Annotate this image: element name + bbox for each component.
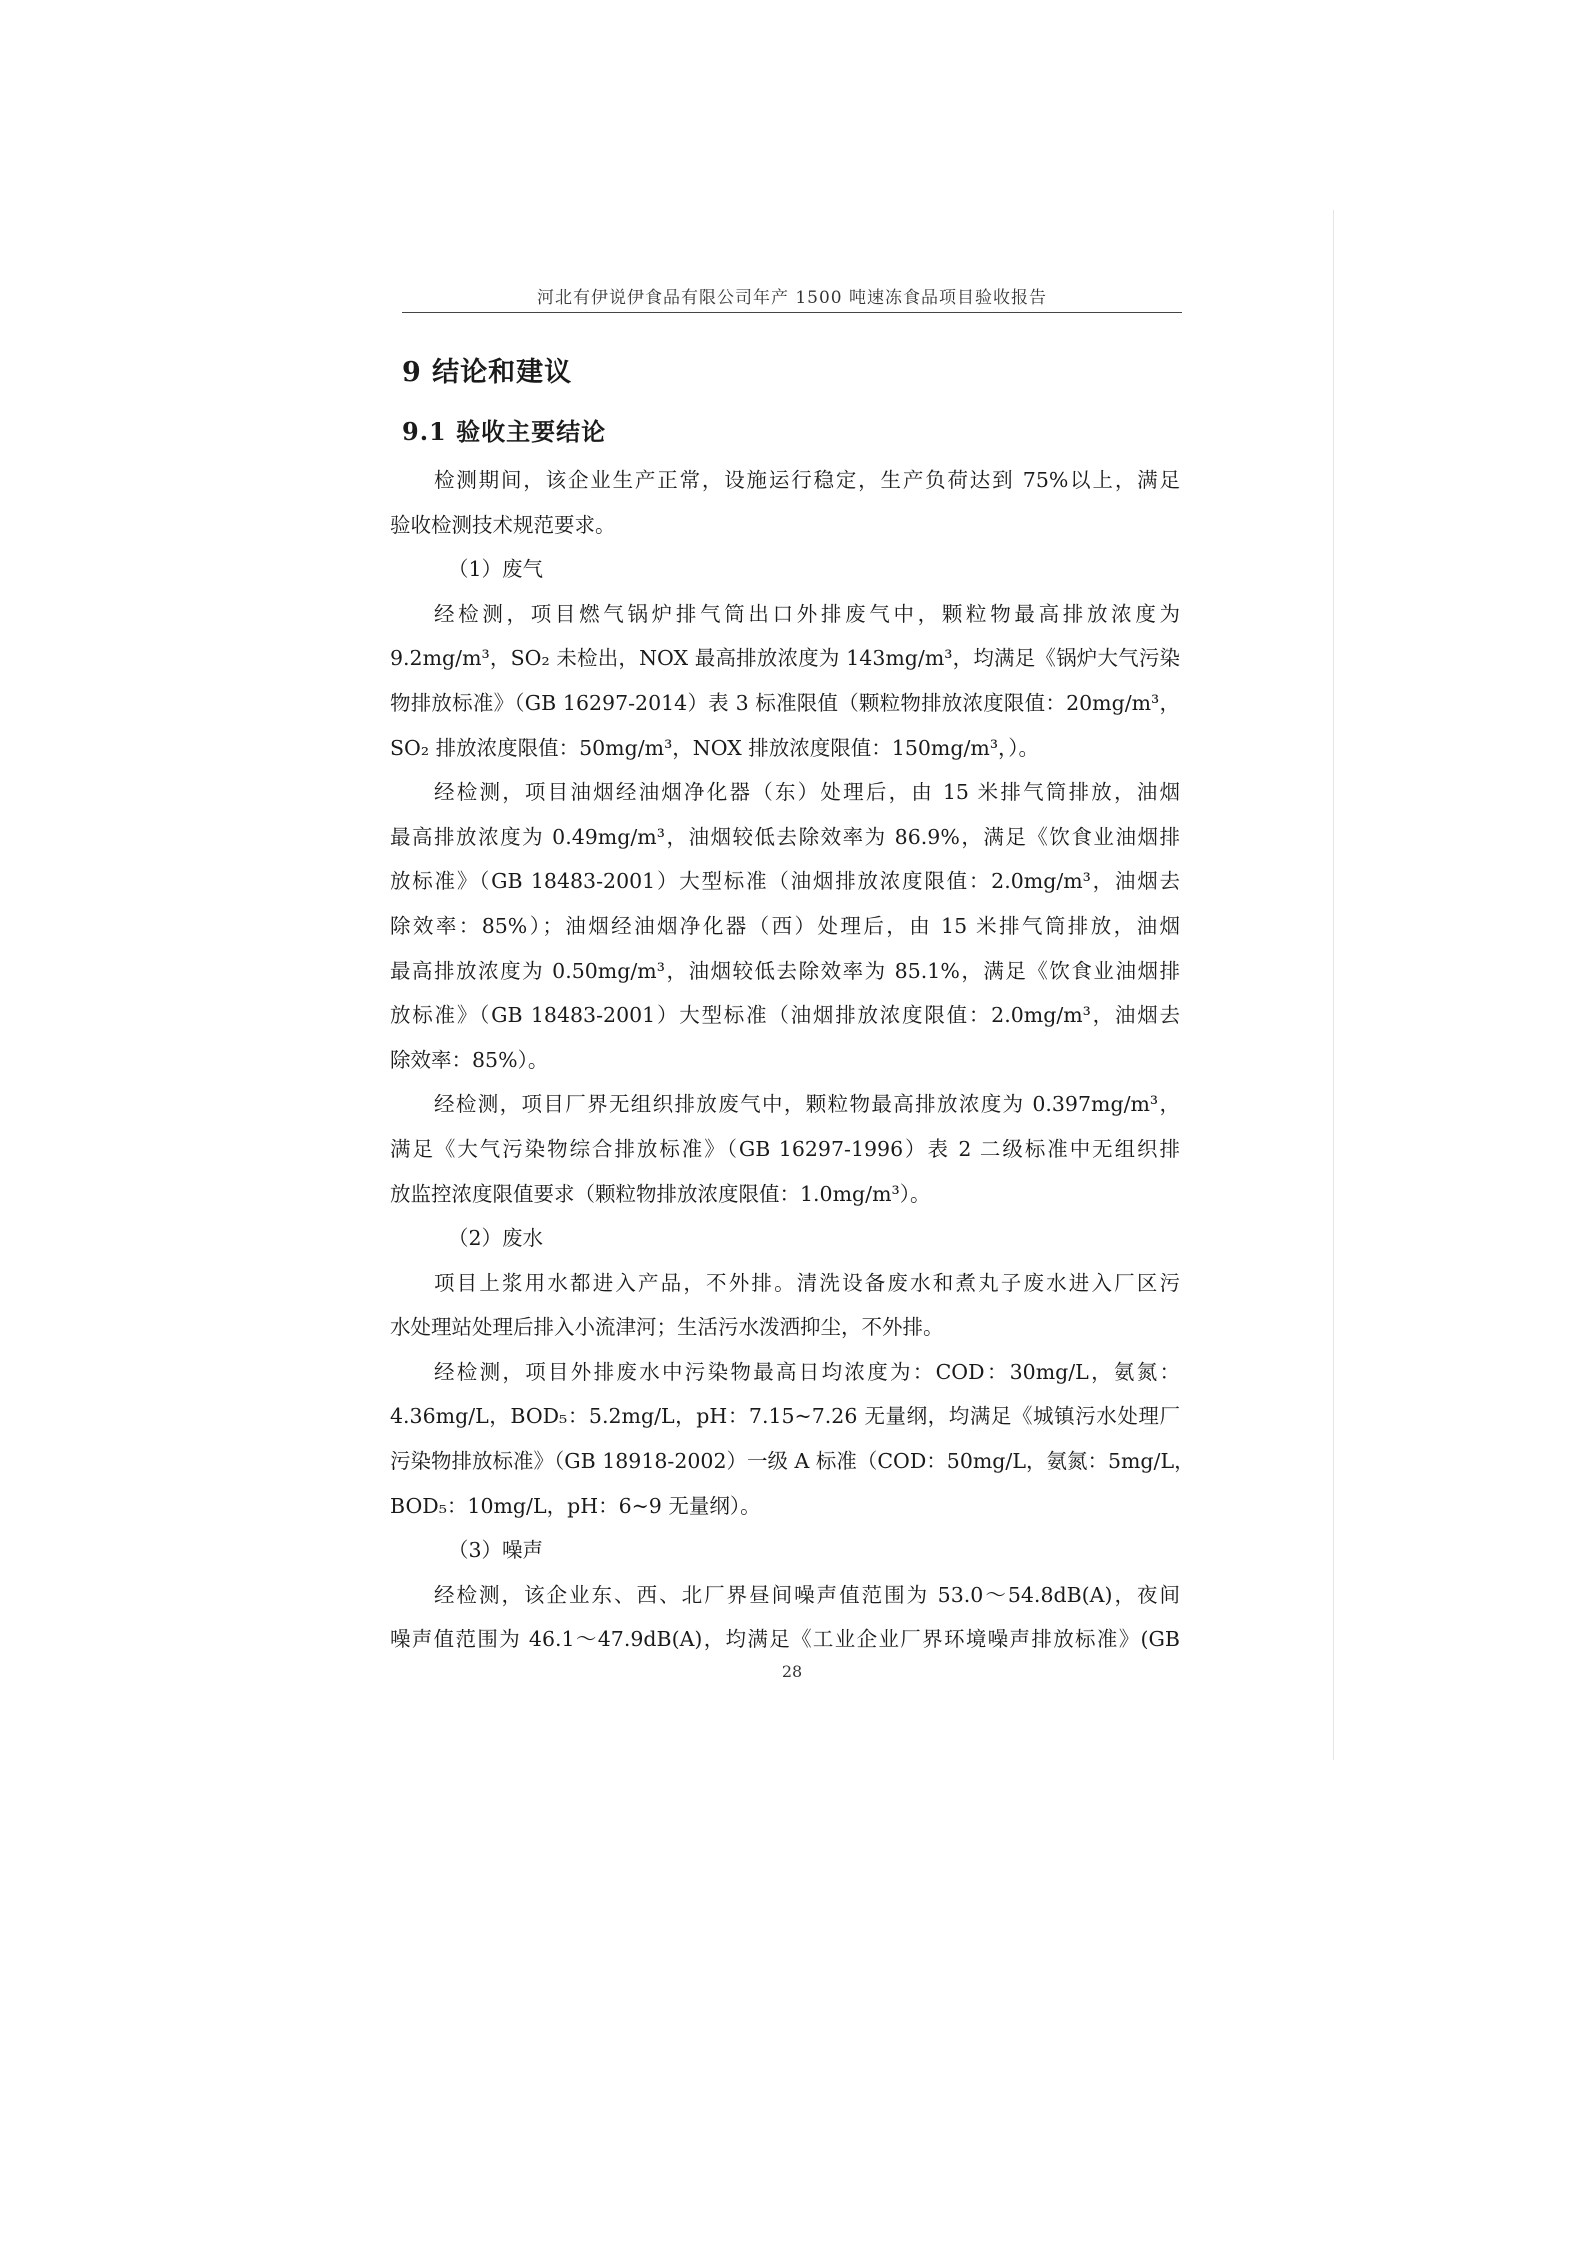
text-line: 检测期间，该企业生产正常，设施运行稳定，生产负荷达到 75%以上，满足 [434,468,1180,492]
text-line: 满足《大气污染物综合排放标准》（GB 16297-1996）表 2 二级标准中无组织排 [390,1136,1180,1161]
running-header: 河北有伊说伊食品有限公司年产 1500 吨速冻食品项目验收报告 [536,288,1048,308]
chapter-heading: 9 结论和建议 [402,357,573,388]
text-line: 水处理站处理后排入小流津河；生活污水泼洒抑尘，不外排。 [390,1315,944,1340]
page-edge-shadow [1333,210,1334,1760]
page-number: 28 [781,1662,803,1681]
text-line: 项目上浆用水都进入产品，不外排。清洗设备废水和煮丸子废水进入厂区污 [434,1270,1180,1295]
text-line: 物排放标准》（GB 16297-2014）表 3 标准限值（颗粒物排放浓度限值：20mg/m³， [390,690,1180,715]
subsection-label: （1）废气 [448,557,544,582]
header-rule [402,312,1182,313]
text-line: 最高排放浓度为 0.49mg/m³，油烟较低去除效率为 86.9%，满足《饮食业油烟排 [390,824,1180,849]
text-line: 放监控浓度限值要求（颗粒物排放浓度限值：1.0mg/m³）。 [390,1181,931,1206]
text-line: 放标准》（GB 18483-2001）大型标准（油烟排放浓度限值：2.0mg/m³，油烟去 [390,1003,1180,1028]
subsection-label: （3）噪声 [448,1538,544,1563]
text-line: 经检测，项目厂界无组织排放废气中，颗粒物最高排放浓度为 0.397mg/m³， [434,1092,1180,1117]
subsection-label: （2）废水 [448,1226,544,1251]
text-line: BOD₅：10mg/L，pH：6~9 无量纲）。 [390,1493,761,1518]
text-line: 经检测，项目燃气锅炉排气筒出口外排废气中，颗粒物最高排放浓度为 [434,601,1180,626]
text-line: 放标准》（GB 18483-2001）大型标准（油烟排放浓度限值：2.0mg/m³，油烟去 [390,869,1180,894]
text-line: 污染物排放标准》（GB 18918-2002）一级 A 标准（COD：50mg/L，氨氮：5mg/L， [390,1449,1195,1474]
body-text [390,458,1195,1662]
text-line: 9.2mg/m³，SO₂ 未检出，NOX 最高排放浓度为 143mg/m³，均满足《锅炉大气污染 [390,646,1180,671]
section-heading: 9.1 验收主要结论 [402,417,607,446]
text-line: 噪声值范围为 46.1～47.9dB(A)，均满足《工业企业厂界环境噪声排放标准》(GB [390,1627,1180,1652]
text-line: 除效率：85%）。 [390,1047,549,1072]
text-line: 经检测，该企业东、西、北厂界昼间噪声值范围为 53.0～54.8dB(A)，夜间 [434,1582,1180,1607]
text-line: 经检测，项目外排废水中污染物最高日均浓度为：COD：30mg/L，氨氮： [434,1359,1180,1384]
text-line: 最高排放浓度为 0.50mg/m³，油烟较低去除效率为 85.1%，满足《饮食业油烟排 [390,958,1180,983]
text-line: 4.36mg/L，BOD₅：5.2mg/L，pH：7.15~7.26 无量纲，均满足《城镇污水处理厂 [390,1404,1180,1429]
text-line: 验收检测技术规范要求。 [390,512,616,537]
text-line: SO₂ 排放浓度限值：50mg/m³，NOX 排放浓度限值：150mg/m³，）。 [390,735,1040,760]
text-line: 经检测，项目油烟经油烟净化器（东）处理后，由 15 米排气筒排放，油烟 [434,780,1180,805]
text-line: 除效率：85%）；油烟经油烟净化器（西）处理后，由 15 米排气筒排放，油烟 [390,913,1180,938]
